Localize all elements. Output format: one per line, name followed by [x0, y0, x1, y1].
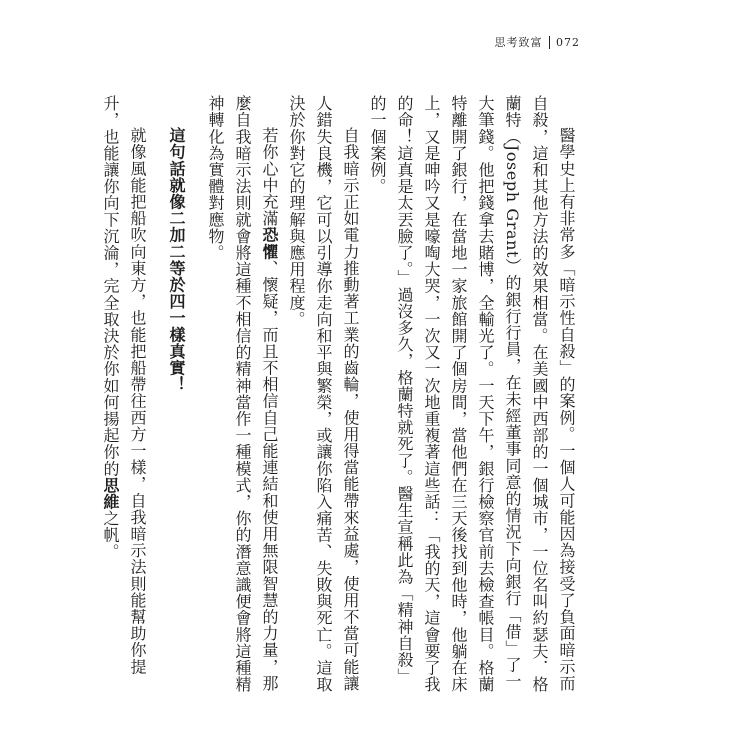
paragraph-text: 之帆。 [101, 510, 120, 560]
emphasis-statement [163, 95, 190, 695]
emphasis-fear: 恐懼 [260, 226, 279, 260]
vertical-text-body [101, 95, 580, 695]
page-number: 072 [556, 35, 580, 49]
header-divider [549, 36, 551, 49]
paragraph-text: 醫學史上有非常多「暗示性自殺」的案例。一個人可能因為接受了負面暗示而自殺，這和其他方法的效果相當。在美國中西部的一個城市，一位名叫約瑟夫．格蘭特（Joseph Grant）的銀行行員，在未經董事同意的情況下向銀行「借」了一大筆錢。他把錢拿去賭博，全輸光了。一天下午，銀行檢察官前去檢查帳目。格蘭特離開了銀行，在當地一家旅館開了個房間，當他們在三天後找到他時，他躺在床上，又是呻吟又是嚎啕大哭，一次又一次地重複著這些話：「我的天，這會要了我的命！這真是太丟臉了。」過沒多久，格蘭特就死了。醫生宣稱此為「精神自殺」的一個案例。 [368, 95, 576, 693]
running-head [495, 34, 581, 50]
paragraph-text: 、懷疑，而且不相信自己能連結和使用無限智慧的力量，那麼自我暗示法則就會將這種不相信的精神當作一種模式，你的潛意識便會將這種精神轉化為實體對應物。 [206, 95, 279, 693]
book-title: 思考致富 [494, 36, 543, 49]
paragraph-electricity-analogy [283, 95, 364, 695]
paragraph-suggestion-suicide [364, 95, 580, 695]
paragraph-text: 自我暗示正如電力推動著工業的齒輪，使用得當能帶來益處，使用不當可能讓人錯失良機，它可以引導你走向和平與繁榮，或讓你陷入痛苦、失敗與死亡。這取決於你對它的理解與應用程度。 [287, 95, 360, 693]
paragraph-text: 若你心中充滿 [260, 127, 279, 227]
paragraph-text: 這句話就像二加二等於四一樣真實！ [167, 127, 186, 393]
paragraph-wind-sail [97, 95, 151, 695]
emphasis-thought: 思維 [101, 476, 120, 511]
paragraph-fear-doubt [202, 95, 283, 695]
paragraph-text: 就像風能把船吹向東方，也能把船帶往西方一樣，自我暗示法則能幫助你提升，也能讓你向下沉淪，完全取決於你如何揚起你的 [101, 95, 147, 675]
